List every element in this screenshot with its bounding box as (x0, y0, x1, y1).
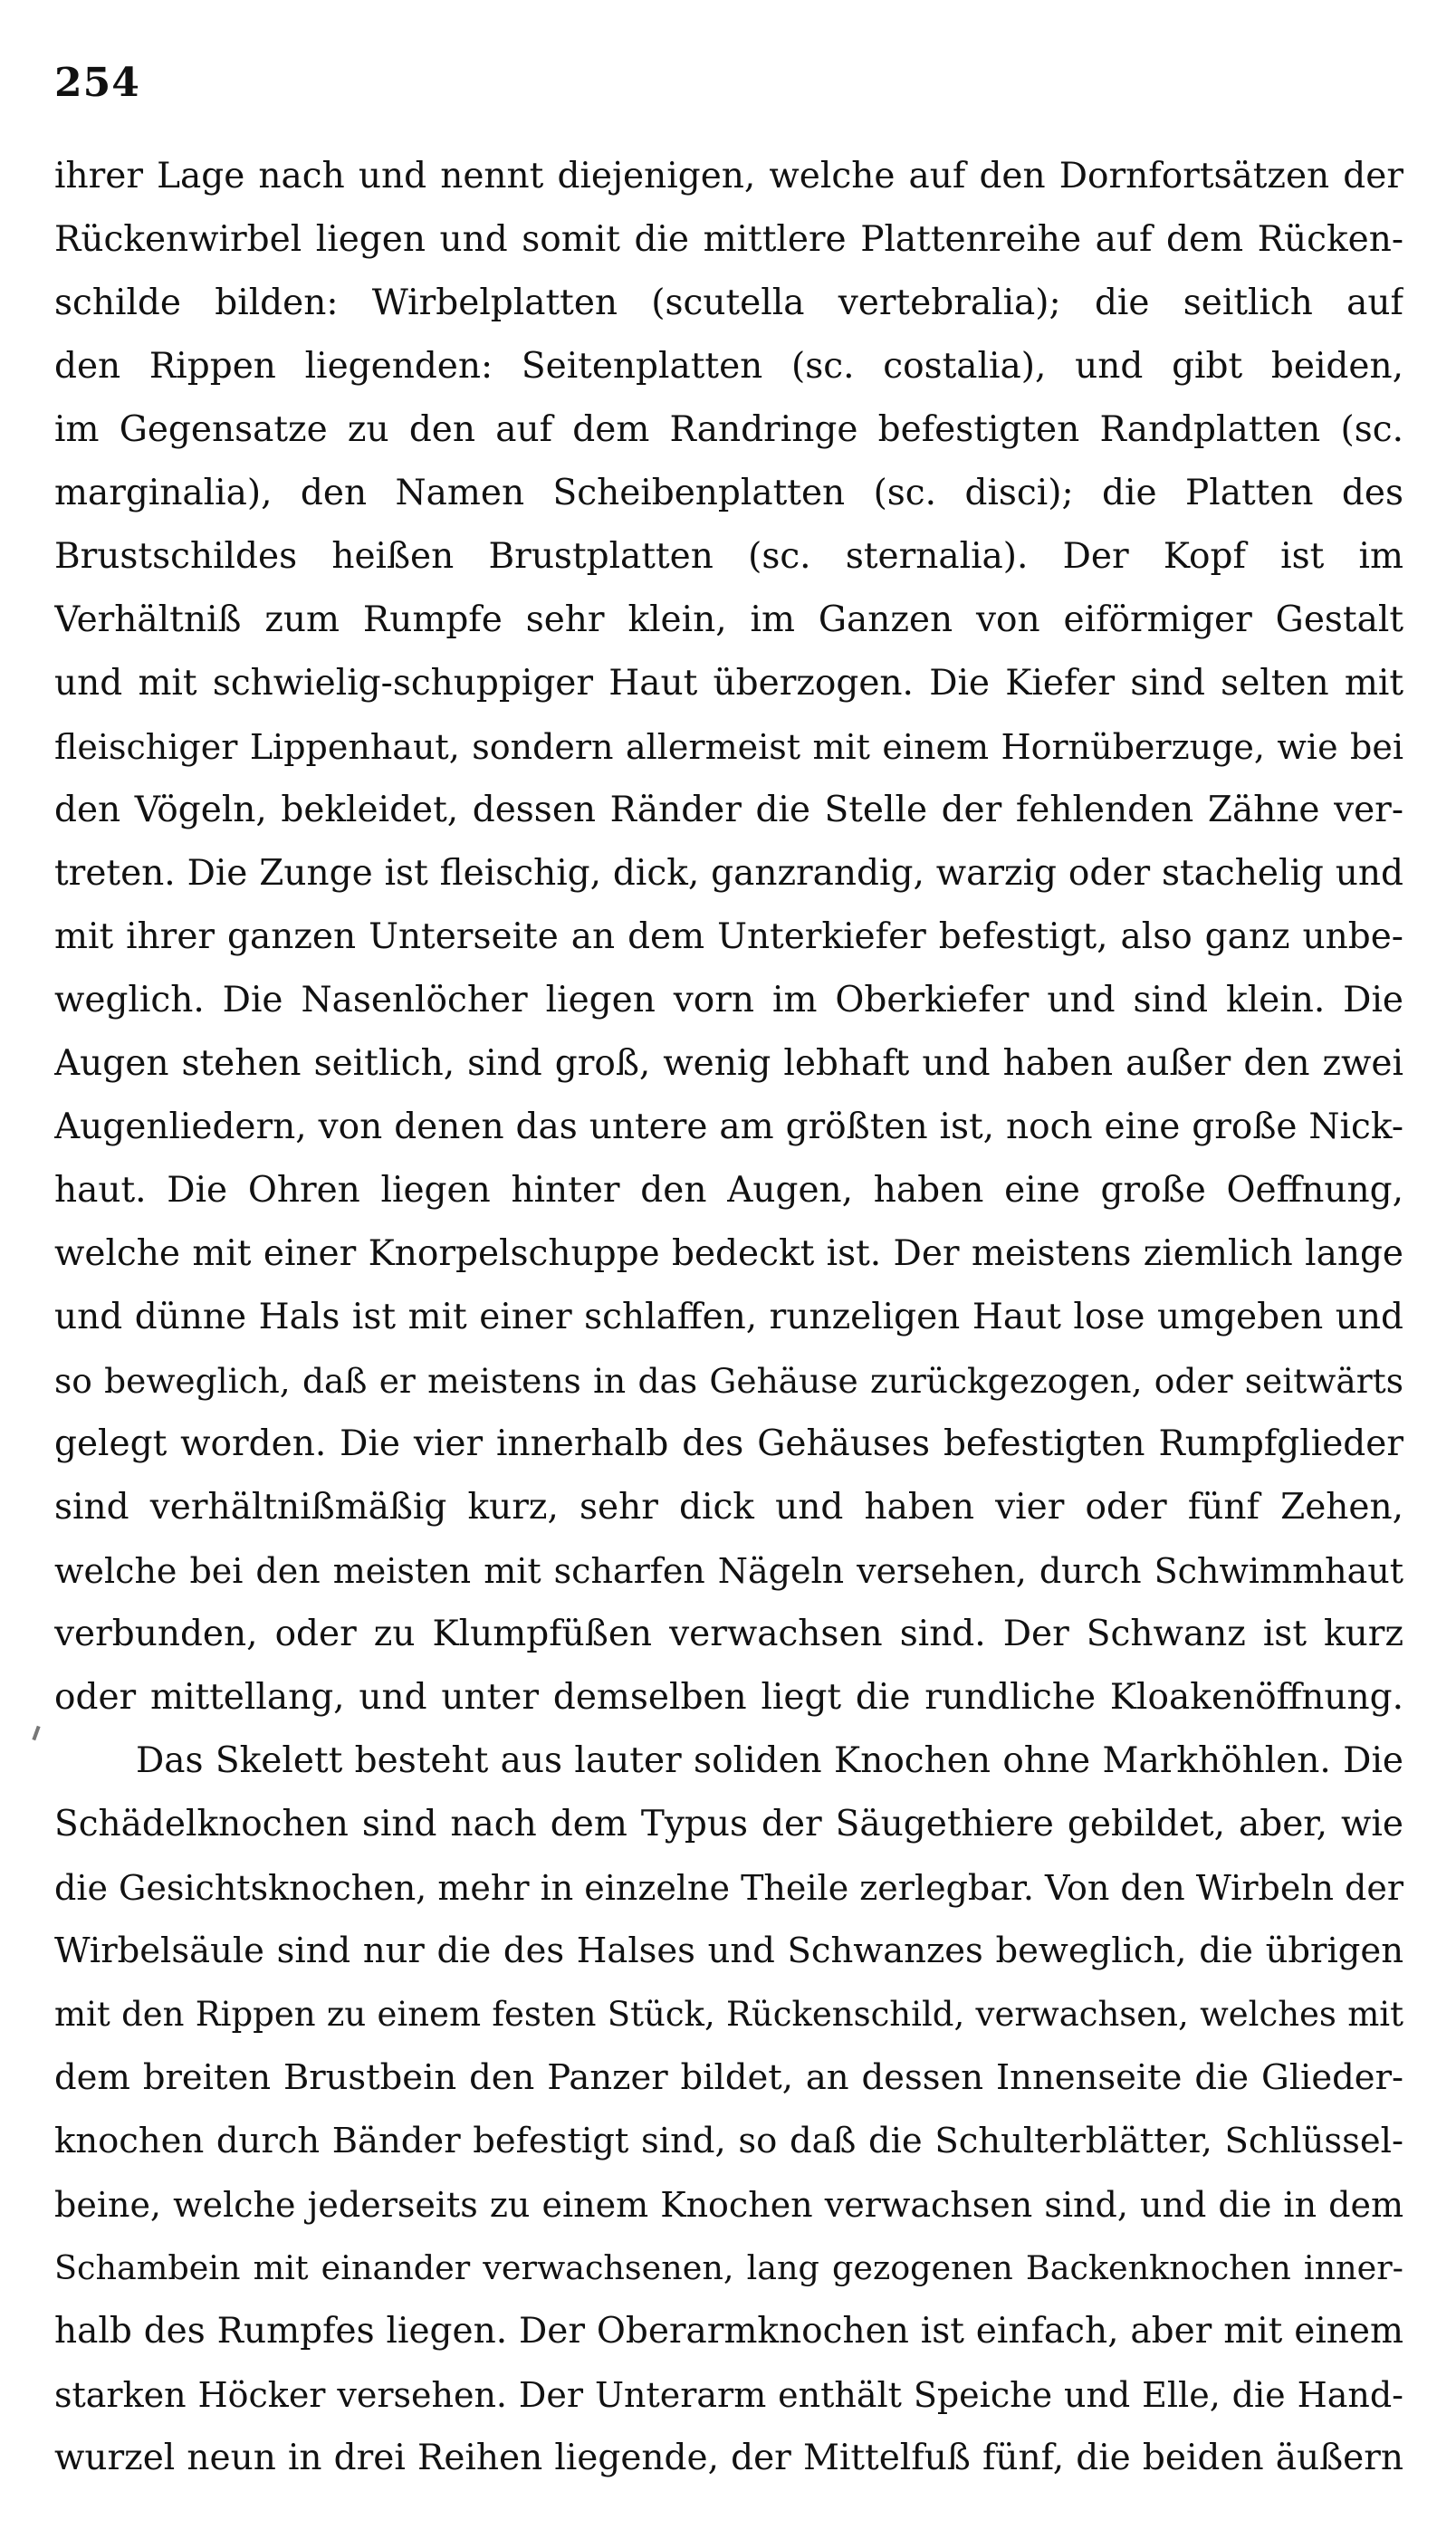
text-line: Verhältniß zum Rumpfe sehr klein, im Ganzen von eiförmiger Gestalt (54, 599, 1403, 640)
text-line: Brustschildes heißen Brustplatten (sc. sternalia). Der Kopf ist im (54, 536, 1403, 577)
stray-ink-mark (32, 1726, 40, 1740)
text-line: oder mittellang, und unter demselben liegt die rundliche Kloakenöffnung. (54, 1677, 1403, 1718)
text-line: und dünne Hals ist mit einer schlaffen, runzeligen Haut lose umgeben und (54, 1297, 1403, 1337)
text-line: gelegt worden. Die vier innerhalb des Gehäuses befestigten Rumpfglieder (54, 1423, 1403, 1464)
text-line: treten. Die Zunge ist fleischig, dick, ganzrandig, warzig oder stachelig und (54, 853, 1403, 894)
page-number: 254 (54, 60, 140, 106)
text-line: welche bei den meisten mit scharfen Nägeln versehen, durch Schwimmhaut (54, 1551, 1403, 1591)
text-line: mit ihrer ganzen Unterseite an dem Unterkiefer befestigt, also ganz unbe- (54, 916, 1403, 957)
text-line: knochen durch Bänder befestigt sind, so daß die Schulterblätter, Schlüssel- (54, 2121, 1403, 2161)
text-line: den Rippen liegenden: Seitenplatten (sc. costalia), und gibt beiden, (54, 346, 1403, 387)
text-line: den Vögeln, bekleidet, dessen Ränder die Stelle der fehlenden Zähne ver- (54, 790, 1403, 830)
text-line: Augen stehen seitlich, sind groß, wenig lebhaft und haben außer den zwei (54, 1043, 1403, 1084)
text-line: welche mit einer Knorpelschuppe bedeckt ist. Der meistens ziemlich lange (54, 1233, 1403, 1274)
text-line: halb des Rumpfes liegen. Der Oberarmknochen ist einfach, aber mit einem (54, 2311, 1403, 2352)
text-line: starken Höcker versehen. Der Unterarm enthält Speiche und Elle, die Hand- (54, 2375, 1403, 2415)
text-line: und mit schwielig-schuppiger Haut überzogen. Die Kiefer sind selten mit (54, 663, 1403, 704)
text-line: dem breiten Brustbein den Panzer bildet, an dessen Innenseite die Glieder- (54, 2057, 1403, 2098)
text-line: marginalia), den Namen Scheibenplatten (sc. disci); die Platten des (54, 473, 1403, 513)
text-line: Rückenwirbel liegen und somit die mittlere Plattenreihe auf dem Rücken- (54, 219, 1403, 260)
text-line: wurzel neun in drei Reihen liegende, der Mittelfuß fünf, die beiden äußern (54, 2438, 1403, 2478)
text-line: ihrer Lage nach und nennt diejenigen, welche auf den Dornfortsätzen der (54, 156, 1403, 196)
body-text (54, 145, 1403, 2490)
text-line: beine, welche jederseits zu einem Knochen verwachsen sind, und die in dem (54, 2185, 1403, 2225)
text-line: Das Skelett besteht aus lauter soliden Knochen ohne Markhöhlen. Die (136, 1740, 1403, 1781)
text-line: haut. Die Ohren liegen hinter den Augen, haben eine große Oeffnung, (54, 1170, 1403, 1211)
text-line: Wirbelsäule sind nur die des Halses und Schwanzes beweglich, die übrigen (54, 1931, 1403, 1971)
text-line: im Gegensatze zu den auf dem Randringe befestigten Randplatten (sc. (54, 409, 1403, 450)
text-line: sind verhältnißmäßig kurz, sehr dick und haben vier oder fünf Zehen, (54, 1487, 1403, 1528)
text-line: fleischiger Lippenhaut, sondern allermeist mit einem Hornüberzuge, wie bei (54, 727, 1403, 767)
text-line: Schädelknochen sind nach dem Typus der Säugethiere gebildet, aber, wie (54, 1804, 1403, 1844)
text-line: verbunden, oder zu Klumpfüßen verwachsen sind. Der Schwanz ist kurz (54, 1614, 1403, 1654)
text-line: mit den Rippen zu einem festen Stück, Rückenschild, verwachsen, welches mit (54, 1995, 1403, 2034)
text-line: schilde bilden: Wirbelplatten (scutella vertebralia); die seitlich auf (54, 283, 1403, 323)
text-line: weglich. Die Nasenlöcher liegen vorn im Oberkiefer und sind klein. Die (54, 980, 1403, 1020)
text-line: so beweglich, daß er meistens in das Gehäuse zurückgezogen, oder seitwärts (54, 1361, 1403, 1401)
text-line: Schambein mit einander verwachsenen, lang gezogenen Backenknochen inner- (54, 2248, 1403, 2287)
text-line: Augenliedern, von denen das untere am größten ist, noch eine große Nick- (54, 1107, 1403, 1147)
text-line: die Gesichtsknochen, mehr in einzelne Theile zerlegbar. Von den Wirbeln der (54, 1868, 1403, 1908)
